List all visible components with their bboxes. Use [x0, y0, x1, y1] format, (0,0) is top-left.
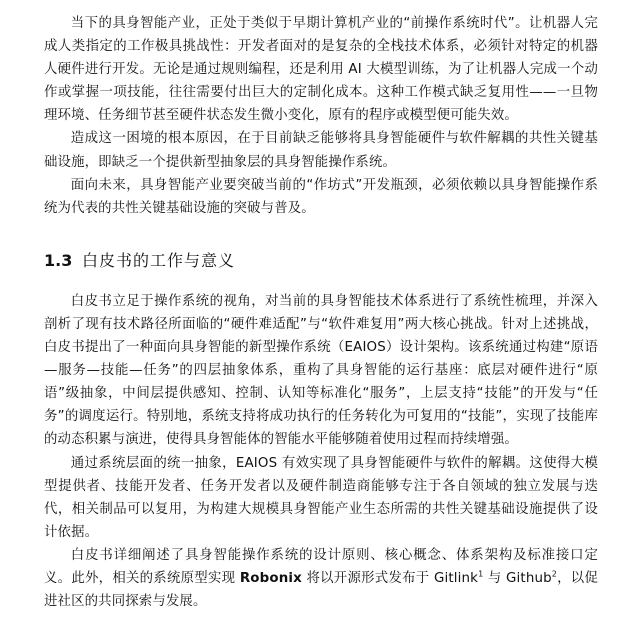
section-number: 1.3	[44, 250, 73, 270]
section-paragraph-1: 白皮书立足于操作系统的视角，对当前的具身智能技术体系进行了系统性梳理，并深入剖析了现有技术路径所面临的“硬件难适配”与“软件难复用”两大核心挑战。针对上述挑战，白皮书提出了一种面向具身智能的新型操作系统（EAIOS）设计架构。该系统通过构建“原语—服务—技能—任务”的四层抽象体系，重构了具身智能的运行基座：底层对硬件进行“原语”级抽象，中间层提供感知、控制、认知等标准化“服务”，上层支持“技能”的开发与“任务”的调度运行。特别地，系统支持将成功执行的任务转化为可复用的“技能”，实现了技能库的动态积累与演进，使得具身智能体的智能水平能够随着使用过程而持续增强。	[44, 293, 598, 448]
footnote-ref-2[interactable]: 2	[551, 569, 558, 579]
footnote-ref-1[interactable]: 1	[478, 569, 484, 579]
para3-text-a: 白皮书详细阐述了具身智能操作系统的设计原则、核心概念、体系架构及标准接口定义。此外，相关的系统原型实现	[44, 547, 598, 586]
robonix-term: Robonix	[239, 570, 302, 586]
para3-text-b: 将以开源形式发布于 Gitlink	[301, 570, 479, 586]
intro-paragraph-2: 造成这一困境的根本原因，在于目前缺乏能够将具身智能硬件与软件解耦的共性关键基础设施，即缺乏一个提供新型抽象层的具身智能操作系统。	[44, 131, 598, 170]
section-heading	[44, 251, 598, 271]
para3-text-d: ，以促进社区的共同探索与发展。	[44, 570, 599, 610]
section-title: 白皮书的工作与意义	[82, 250, 236, 270]
section-paragraph-3	[44, 544, 598, 613]
para3-text-c: 与 Github	[483, 570, 552, 586]
intro-paragraph-3: 面向未来，具身智能产业要突破当前的“作坊式”开发瓶颈，必须依赖以具身智能操作系统为代表的共性关键基础设施的突破与普及。	[44, 177, 598, 216]
section-paragraph-2: 通过系统层面的统一抽象，EAIOS 有效实现了具身智能硬件与软件的解耦。这使得大模型提供者、技能开发者、任务开发者以及硬件制造商能够专注于各自领域的独立发展与迭代，相关制品可以复用，为构建大规模具身智能产业生态所需的共性关键基础设施提供了设计依据。	[44, 455, 598, 540]
intro-paragraph-1: 当下的具身智能产业，正处于类似于早期计算机产业的“前操作系统时代”。让机器人完成人类指定的工作极具挑战性：开发者面对的是复杂的全栈技术体系，必须针对特定的机器人硬件进行开发。无论是通过规则编程，还是利用 AI 大模型训练，为了让机器人完成一个动作或掌握一项技能，往往需要付出巨大的定制化成本。这种工作模式缺乏复用性——一旦物理环境、任务细节甚至硬件状态发生微小变化，原有的程序或模型便可能失效。	[44, 16, 598, 124]
